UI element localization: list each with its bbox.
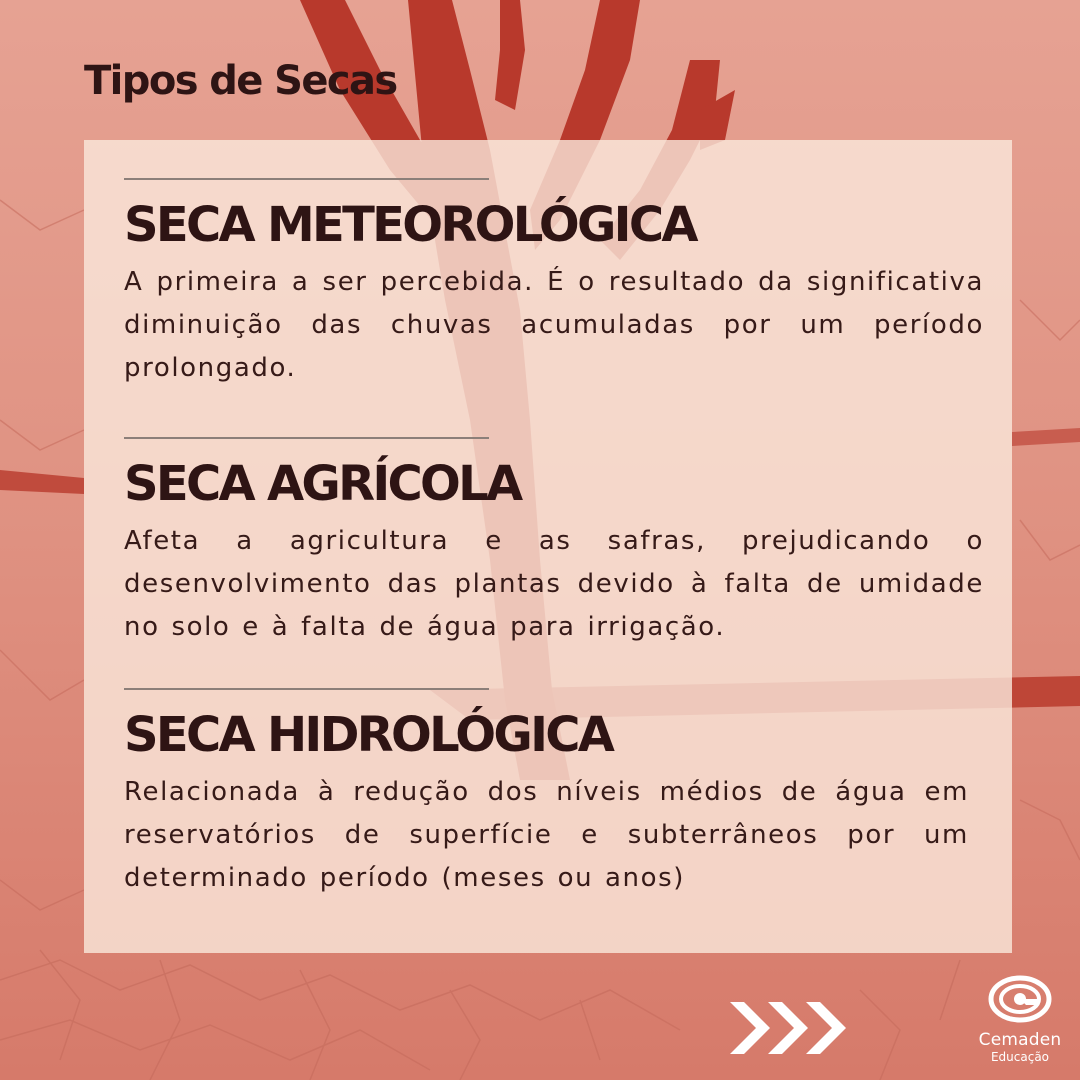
section-description: Afeta a agricultura e as safras, prejudicando o desenvolvimento das plantas devido à falta de umidade no solo e à falta de água para irrigação. [124, 526, 984, 642]
cemaden-logo [972, 974, 1068, 1064]
logo-subtitle: Educação [990, 1050, 1050, 1064]
page-title: Tipos de Secas [84, 58, 397, 104]
section-description: A primeira a ser percebida. É o resultado da significativa diminuição das chuvas acumuladas por um período prolongado. [124, 267, 984, 383]
logo-name: Cemaden [978, 1030, 1062, 1050]
section-hydrological-drought [124, 688, 984, 900]
triple-chevron-right-icon[interactable] [730, 998, 848, 1058]
section-heading: SECA HIDROLÓGICA [124, 707, 613, 763]
section-agricultural-drought [124, 437, 984, 649]
content-panel [84, 140, 1012, 953]
section-description: Relacionada à redução dos níveis médios de água em reservatórios de superfície e subterrâneos por um determinado período (meses ou anos) [124, 777, 969, 893]
section-heading: SECA METEOROLÓGICA [124, 197, 696, 253]
section-meteorological-drought [124, 178, 984, 390]
cemaden-logo-icon [988, 974, 1052, 1024]
section-divider [124, 437, 489, 439]
section-divider [124, 178, 489, 180]
section-divider [124, 688, 489, 690]
section-heading: SECA AGRÍCOLA [124, 456, 521, 512]
